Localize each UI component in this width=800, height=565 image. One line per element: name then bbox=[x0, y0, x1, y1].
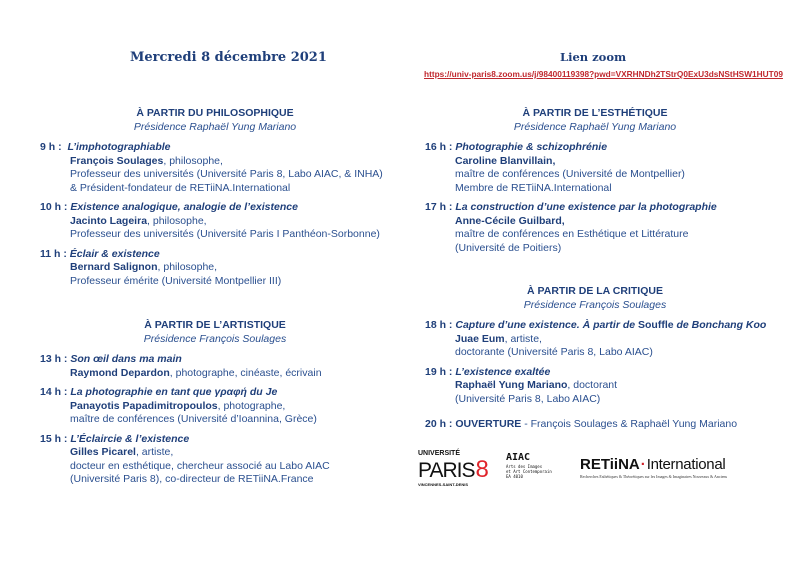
retina-dot: · bbox=[640, 456, 646, 473]
program-item bbox=[40, 433, 390, 487]
item-time: 13 h : bbox=[40, 353, 68, 365]
section-title: À PARTIR DE L’ESTHÉTIQUE bbox=[522, 107, 668, 119]
item-talk-title bbox=[455, 319, 766, 331]
speaker-role: , philosophe, bbox=[147, 214, 207, 227]
speaker-name: Anne-Cécile Guilbard bbox=[455, 214, 562, 227]
speaker-name: François Soulages bbox=[70, 154, 164, 167]
section-title: À PARTIR DU PHILOSOPHIQUE bbox=[136, 107, 294, 119]
section-title: À PARTIR DE L’ARTISTIQUE bbox=[144, 319, 286, 331]
program-item bbox=[425, 366, 765, 407]
speaker-detail: (Université Paris 8, Labo AIAC) bbox=[455, 392, 601, 405]
speaker-detail: maître de conférences (Université d’Ioannina, Grèce) bbox=[70, 413, 317, 425]
program-item bbox=[40, 353, 390, 380]
talk-title-part: Capture d’une existence. À partir de bbox=[455, 319, 638, 331]
item-time: 10 h : bbox=[40, 201, 68, 213]
item-talk-title: La photographie en tant que γραφή du Je bbox=[70, 386, 278, 398]
item-talk-title: Éclair & existence bbox=[69, 247, 160, 260]
speaker-name: Gilles Picarel bbox=[70, 446, 136, 458]
speaker-detail: & Président-fondateur de RETiiNA.International bbox=[70, 181, 291, 194]
program-item bbox=[40, 248, 390, 289]
speaker-detail: docteur en esthétique, chercheur associé au Labo AIAC bbox=[70, 459, 330, 472]
speaker-detail: maître de conférences en Esthétique et Littérature bbox=[455, 228, 689, 240]
paris8-top-text: UNIVERSITÉ bbox=[418, 450, 461, 457]
section-title: À PARTIR DE LA CRITIQUE bbox=[527, 285, 663, 297]
speaker-detail: Membre de RETiiNA.International bbox=[455, 181, 612, 194]
speaker-role: , philosophe, bbox=[163, 154, 223, 167]
speaker-detail: Professeur émérite (Université Montpellier III) bbox=[70, 274, 282, 287]
item-talk-title: La construction d’une existence par la photographie bbox=[455, 201, 717, 213]
section-presidence: Présidence Raphaël Yung Mariano bbox=[133, 121, 297, 133]
speaker-detail: Professeur des universités (Université Paris I Panthéon-Sorbonne) bbox=[70, 228, 380, 240]
item-talk-title: Son œil dans ma main bbox=[70, 353, 182, 365]
section-presidence: Présidence François Soulages bbox=[523, 299, 667, 311]
speaker-role: , photographe, bbox=[217, 399, 286, 412]
retina-tail-text: International bbox=[646, 456, 726, 473]
program-item bbox=[425, 201, 765, 255]
aiac-line-3: EA 4010 bbox=[506, 474, 523, 479]
speaker-detail: doctorante (Université Paris 8, Labo AIAC) bbox=[455, 346, 653, 358]
speaker-name: Bernard Salignon bbox=[70, 261, 158, 273]
program-item bbox=[40, 201, 390, 242]
retina-tagline: Recherches Esthétiques & Théorétiques sur les Images & Imaginaires Nouveaux & Anciens bbox=[580, 474, 728, 479]
item-talk-title: Photographie & schizophrénie bbox=[455, 141, 608, 153]
aiac-main-text: AIAC bbox=[506, 452, 531, 463]
speaker-role: , artiste, bbox=[135, 446, 174, 458]
item-talk-title: Existence analogique, analogie de l’existence bbox=[70, 201, 298, 213]
zoom-link-title: Lien zoom bbox=[560, 50, 627, 64]
speaker-detail: (Université de Poitiers) bbox=[455, 241, 562, 254]
item-talk-title: L’imphotographiable bbox=[67, 141, 171, 153]
talk-title-tail: de Bonchang Koo bbox=[673, 319, 767, 331]
speaker-name: Juae Eum bbox=[455, 332, 505, 345]
speaker-role: , artiste, bbox=[504, 332, 542, 345]
closing-text: - François Soulages & Raphaël Yung Mariano bbox=[521, 418, 738, 430]
speaker-name: Jacinto Lageira bbox=[70, 214, 148, 227]
speaker-role: , philosophe, bbox=[157, 261, 218, 273]
retina-international-logo bbox=[580, 456, 760, 488]
section-presidence: Présidence Raphaël Yung Mariano bbox=[513, 121, 677, 133]
speaker-detail: maître de conférences (Université de Montpellier) bbox=[455, 168, 685, 180]
closing-item bbox=[425, 418, 765, 432]
item-time: 16 h : bbox=[425, 141, 453, 153]
aiac-line-1: Arts des Images bbox=[506, 464, 543, 469]
item-time: 14 h : bbox=[40, 386, 68, 398]
speaker-name: Raphaël Yung Mariano bbox=[455, 379, 568, 391]
aiac-line-2: et Art Contemporain bbox=[506, 469, 552, 474]
section-artistique bbox=[40, 318, 390, 487]
section-philosophique bbox=[40, 106, 390, 288]
event-date: Mercredi 8 décembre 2021 bbox=[130, 50, 327, 65]
item-time: 11 h : bbox=[40, 247, 67, 260]
program-item bbox=[40, 386, 390, 427]
paris8-logo bbox=[418, 450, 490, 490]
speaker-role: , bbox=[552, 154, 556, 167]
item-time: 9 h : bbox=[40, 141, 62, 153]
item-time: 15 h : bbox=[40, 432, 68, 445]
speaker-name: Raymond Depardon bbox=[70, 366, 170, 379]
program-item bbox=[40, 141, 390, 195]
item-time: 20 h : bbox=[425, 418, 453, 430]
program-item bbox=[425, 141, 765, 195]
retina-main-text: RETiiNA bbox=[580, 456, 640, 473]
item-time: 17 h : bbox=[425, 201, 453, 213]
item-time: 18 h : bbox=[425, 319, 453, 331]
speaker-name: Caroline Blanvillain bbox=[455, 154, 553, 167]
speaker-role: , bbox=[561, 214, 565, 227]
closing-label: OUVERTURE bbox=[455, 418, 522, 430]
aiac-logo bbox=[506, 452, 578, 490]
speaker-detail: Professeur des universités (Université Paris 8, Labo AIAC, & INHA) bbox=[70, 168, 383, 180]
speaker-role: , photographe, cinéaste, écrivain bbox=[169, 366, 322, 379]
artwork-title: Souffle bbox=[638, 319, 674, 331]
paris8-sub-text: VINCENNES-SAINT-DENIS bbox=[418, 482, 469, 487]
section-critique bbox=[425, 284, 765, 432]
section-esthetique bbox=[425, 106, 765, 255]
item-talk-title: L’existence exaltée bbox=[455, 365, 551, 378]
speaker-name: Panayotis Papadimitropoulos bbox=[70, 399, 218, 412]
zoom-link[interactable]: https://univ-paris8.zoom.us/j/98400119398?pwd=VXRHNDh2TStrQ0ExU3dsNStHSW1HUT09 bbox=[424, 69, 783, 79]
paris8-main-text: PARIS bbox=[418, 459, 475, 482]
program-item bbox=[425, 319, 765, 360]
paris8-digit: 8 bbox=[475, 456, 489, 483]
speaker-detail: (Université Paris 8), co-directeur de RETiiNA.France bbox=[70, 473, 314, 485]
speaker-role: , doctorant bbox=[567, 379, 618, 391]
section-presidence: Présidence François Soulages bbox=[143, 333, 287, 345]
item-talk-title: L’Éclaircie & l’existence bbox=[70, 432, 190, 445]
partner-logos bbox=[418, 450, 763, 492]
item-time: 19 h : bbox=[425, 365, 453, 378]
